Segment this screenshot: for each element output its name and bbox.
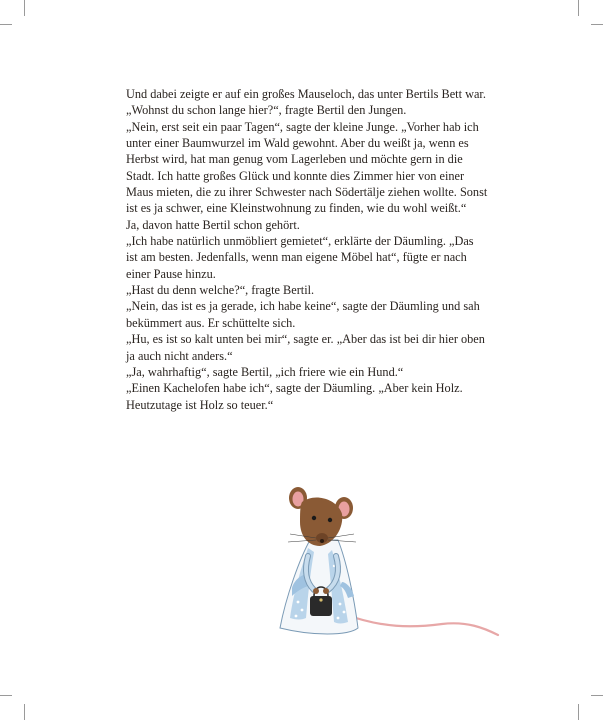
text-line: Maus mieten, die zu ihrer Schwester nach Södertälje ziehen wollte. Sonst (126, 185, 488, 200)
text-line: „Einen Kachelofen habe ich“, sagte der Däumling. „Aber kein Holz. (126, 381, 463, 396)
text-line: „Nein, erst seit ein paar Tagen“, sagte der kleine Junge. „Vorher hab ich (126, 119, 479, 134)
crop-mark-top-left (24, 0, 25, 16)
text-line: unter einer Baumwurzel im Wald gewohnt. Aber du weißt ja, wenn es (126, 136, 469, 151)
text-line: ist es ja schwer, eine Kleinstwohnung zu finden, wie du wohl weißt.“ (126, 201, 467, 216)
mouse-illustration (262, 478, 502, 638)
crop-mark-bottom-right (578, 704, 579, 720)
crop-mark-top-left-h (0, 24, 12, 25)
text-line: „Wohnst du schon lange hier?“, fragte Bertil den Jungen. (126, 103, 407, 118)
text-line: Und dabei zeigte er auf ein großes Mauseloch, das unter Bertils Bett war. (126, 87, 486, 101)
text-line: „Ich habe natürlich unmöbliert gemietet“, erklärte der Däumling. „Das (126, 234, 474, 249)
text-line: Stadt. Ich hatte großes Glück und konnte dies Zimmer hier von einer (126, 168, 465, 183)
text-line: Heutzutage ist Holz so teuer.“ (126, 397, 274, 412)
crop-mark-bottom-left (24, 704, 25, 720)
text-line: ist am besten. Jedenfalls, wenn man eigene Möbel hat“, fügte er nach (126, 250, 467, 265)
text-line: „Hast du denn welche?“, fragte Bertil. (126, 283, 315, 298)
crop-mark-bottom-left-h (0, 695, 12, 696)
text-line: „Nein, das ist es ja gerade, ich habe keine“, sagte der Däumling und sah (126, 299, 480, 314)
mouse-with-handbag-icon (262, 478, 502, 638)
text-line: ja auch nicht anders.“ (126, 348, 233, 363)
text-line: „Hu, es ist so kalt unten bei mir“, sagte er. „Aber das ist bei dir hier oben (126, 332, 485, 347)
crop-mark-bottom-right-h (591, 695, 603, 696)
crop-mark-top-right (578, 0, 579, 16)
text-line: „Ja, wahrhaftig“, sagte Bertil, „ich friere wie ein Hund.“ (126, 364, 404, 379)
text-line: Ja, davon hatte Bertil schon gehört. (126, 217, 300, 232)
story-text (126, 86, 488, 413)
text-line: Herbst wird, hat man genug vom Lagerleben und möchte gern in die (126, 152, 463, 167)
text-line: bekümmert aus. Er schüttelte sich. (126, 315, 296, 330)
crop-mark-top-right-h (591, 24, 603, 25)
text-line: einer Pause hinzu. (126, 266, 216, 281)
